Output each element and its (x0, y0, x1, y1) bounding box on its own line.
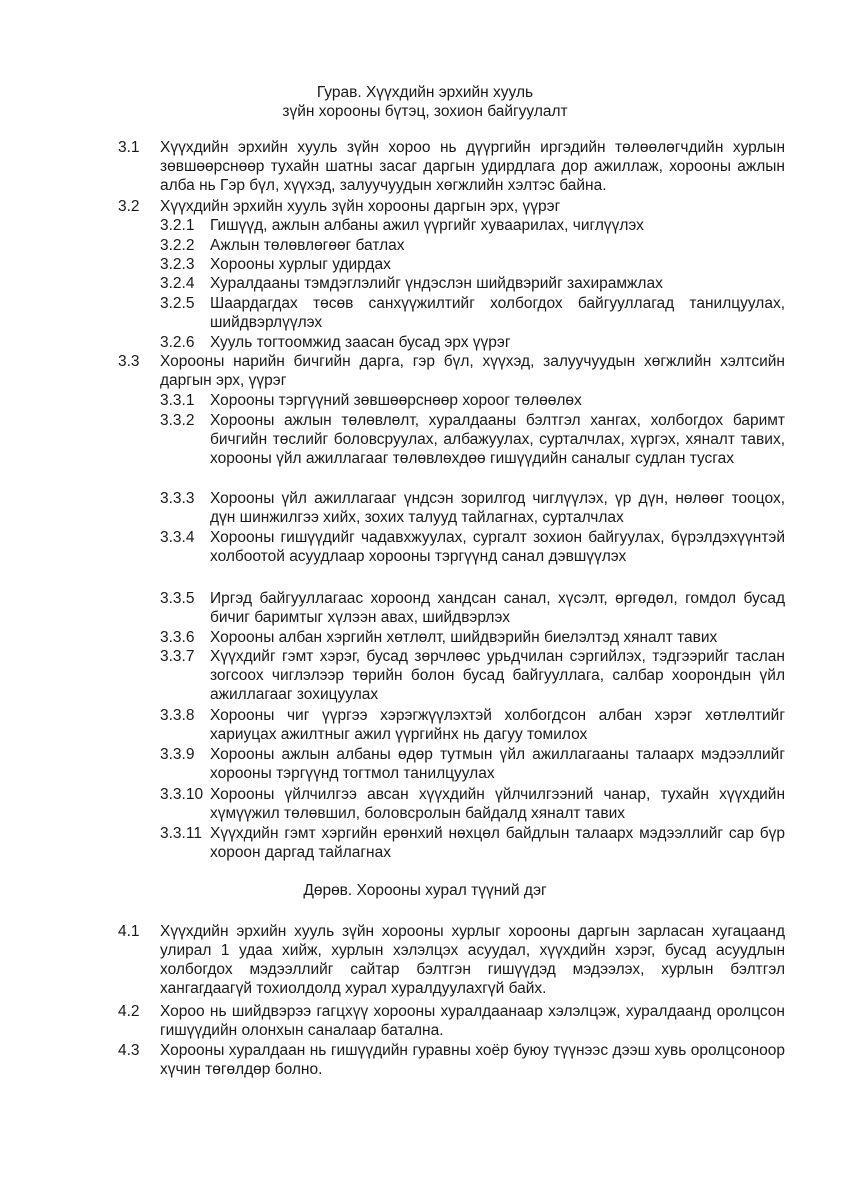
section-3-heading (0, 83, 850, 121)
item-number: 3.1 (118, 139, 140, 156)
subitem-text: Хууль тогтоомжид заасан бусад эрх үүрэг (210, 334, 511, 351)
item-number: 4.3 (118, 1042, 140, 1059)
section-3-title-line-2: зүйн хорооны бүтэц, зохион байгуулалт (282, 103, 568, 120)
subitem-number: 3.3.11 (160, 825, 202, 842)
subitem-text: Ажлын төлөвлөгөөг батлах (210, 237, 405, 254)
subitem-number: 3.3.1 (160, 392, 195, 409)
item-text: Хорооны хуралдаан нь гишүүдийн гуравны хоёр буюу түүнээс дээш хувь оролцсоноор хүчин төгөлдөр болно. (160, 1042, 785, 1078)
subitem-number: 3.3.3 (160, 490, 195, 507)
item-number: 4.2 (118, 1003, 140, 1020)
subitem-number: 3.3.6 (160, 629, 195, 646)
subitem-text: Шаардагдах төсөв санхүүжилтийг холбогдох байгууллагад танилцуулах, шийдвэрлүүлэх (210, 295, 785, 331)
item-number: 3.3 (118, 353, 140, 370)
subitem-text: Иргэд байгууллагаас хороонд хандсан санал, хүсэлт, өргөдөл, гомдол бусад бичиг баримтыг хүлээн авах, шийдвэрлэх (210, 590, 785, 626)
subitem-number: 3.2.2 (160, 237, 195, 254)
item-text: Хорооны нарийн бичгийн дарга, гэр бүл, хүүхэд, залуучуудын хөгжлийн хэлтсийн даргын эрх, үүрэг (160, 353, 785, 389)
subitem-number: 3.3.8 (160, 707, 195, 724)
subitem-number: 3.3.9 (160, 746, 195, 763)
subitem-text: Хорооны хурлыг удирдах (210, 256, 391, 273)
subitem-number: 3.2.6 (160, 334, 195, 351)
subitem-number: 3.2.4 (160, 275, 195, 292)
item-text: Хүүхдийн эрхийн хууль зүйн хорооны даргын эрх, үүрэг (160, 198, 561, 215)
subitem-number: 3.3.10 (160, 786, 204, 803)
section-4-heading (0, 881, 850, 900)
section-3-title-line-1: Гурав. Хүүхдийн эрхийн хууль (316, 84, 534, 101)
item-text: Хүүхдийн эрхийн хууль зүйн хороо нь дүүргийн иргэдийн төлөөлөгчдийн хурлын зөвшөөрснөөр тухайн шатны засаг даргын удирдлага дор ажиллаж, хорооны ажлын алба нь Гэр бүл, хүүхэд, залуучуудын хөгжлийн хэлтэс байна. (160, 139, 785, 194)
subitem-text: Хорооны үйл ажиллагааг үндсэн зорилгод чиглүүлэх, үр дүн, нөлөөг тооцох, дүн шинжилгээ хийх, зохих талууд тайлагнах, сурталчлах (210, 490, 785, 526)
item-number: 3.2 (118, 198, 140, 215)
subitem-text: Хуралдааны тэмдэглэлийг үндэслэн шийдвэрийг захирамжлах (210, 275, 663, 292)
subitem-text: Хорооны ажлын төлөвлөлт, хуралдааны бэлтгэл хангах, холбогдох баримт бичгийн төслийг боловсруулах, албажуулах, сурталчлах, хүргэх, хяналт тавих, хорооны үйл ажиллагааг төлөвлөхдөө гишүүдийн саналыг судлан тусгах (210, 412, 785, 467)
subitem-number: 3.2.1 (160, 217, 195, 234)
subitem-text: Хорооны ажлын албаны өдөр тутмын үйл ажиллагааны талаарх мэдээллийг хорооны тэргүүнд тогтмол танилцуулах (210, 746, 785, 782)
section-4-title: Дөрөв. Хорооны хурал түүний дэг (303, 882, 547, 899)
subitem-number: 3.3.2 (160, 412, 195, 429)
item-text: Хороо нь шийдвэрээ гагцхүү хорооны хуралдаанаар хэлэлцэж, хуралдаанд оролцсон гишүүдийн олонхын саналаар батална. (160, 1003, 785, 1039)
subitem-text: Гишүүд, ажлын албаны ажил үүргийг хуваарилах, чиглүүлэх (210, 217, 644, 234)
subitem-text: Хорооны чиг үүргээ хэрэгжүүлэхтэй холбогдсон албан хэрэг хөтлөлтийг хариуцах ажилтныг ажил үүргийнх нь дагуу томилох (210, 707, 785, 743)
subitem-text: Хүүхдийг гэмт хэрэг, бусад зөрчлөөс урьдчилан сэргийлэх, тэдгээрийг таслан зогсоох чиглэлээр төрийн болон бусад байгууллага, салбар хоорондын үйл ажиллагааг зохицуулах (210, 648, 785, 703)
subitem-text: Хорооны үйлчилгээ авсан хүүхдийн үйлчилгээний чанар, тухайн хүүхдийн хүмүүжил төлөвшил, боловсролын байдалд хяналт тавих (210, 786, 785, 822)
subitem-number: 3.3.4 (160, 529, 195, 546)
subitem-text: Хүүхдийн гэмт хэргийн ерөнхий нөхцөл байдлын талаарх мэдээллийг сар бүр хороон даргад тайлагнах (210, 825, 785, 861)
subitem-number: 3.2.5 (160, 295, 195, 312)
subitem-text: Хорооны гишүүдийг чадавхжуулах, сургалт зохион байгуулах, бүрэлдэхүүнтэй холбоотой асуудлаар хорооны тэргүүнд санал дэвшүүлэх (210, 529, 785, 565)
subitem-number: 3.2.3 (160, 256, 195, 273)
item-text: Хүүхдийн эрхийн хууль зүйн хорооны хурлыг хорооны даргын зарласан хугацаанд улирал 1 удаа хийж, хурлын хэлэлцэх асуудал, хүүхдийн хэрэг, бусад асуудлын холбогдох мэдээллийг сайтар бэлтгэн гишүүдэд мэдээлэх, хурлын бэлтгэл хангагдаагүй тохиолдолд хурал хуралдуулахгүй байх. (160, 923, 785, 997)
subitem-number: 3.3.7 (160, 648, 195, 665)
subitem-text: Хорооны албан хэргийн хөтлөлт, шийдвэрийн биелэлтэд хяналт тавих (210, 629, 718, 646)
item-number: 4.1 (118, 923, 140, 940)
subitem-text: Хорооны тэргүүний зөвшөөрснөөр хороог төлөөлөх (210, 392, 582, 409)
subitem-number: 3.3.5 (160, 590, 195, 607)
